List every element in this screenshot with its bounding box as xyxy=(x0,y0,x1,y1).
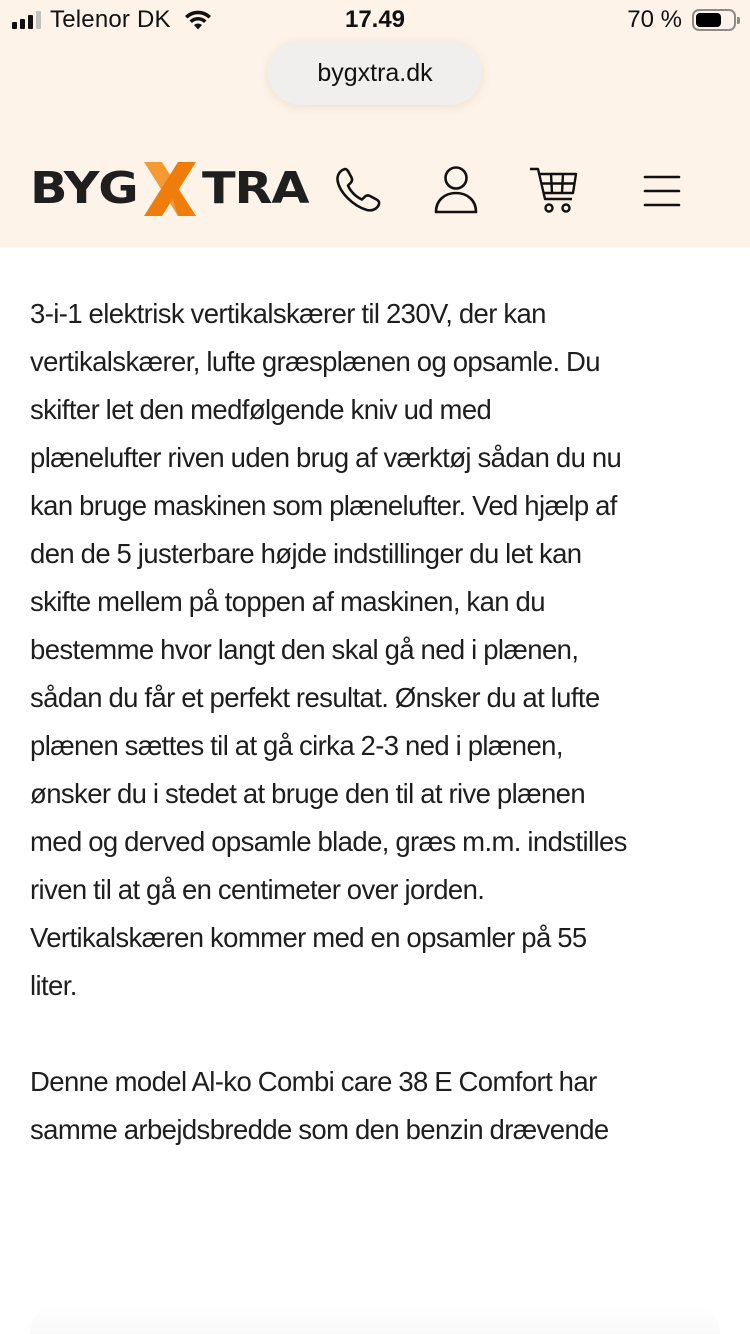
text-line: bestemme hvor langt den skal gå ned i plænen, xyxy=(30,634,579,665)
site-header xyxy=(0,150,750,230)
text-line: med og derved opsamle blade, græs m.m. indstilles xyxy=(30,826,627,857)
text-line: riven til at gå en centimeter over jorden. xyxy=(30,874,485,905)
bygxtra-logo[interactable] xyxy=(30,162,309,216)
menu-icon xyxy=(642,170,682,210)
text-line: ønsker du i stedet at bruge den til at rive plænen xyxy=(30,778,586,809)
text-line: sådan du får et perfekt resultat. Ønsker du at lufte xyxy=(30,682,600,713)
url-text: bygxtra.dk xyxy=(317,58,433,87)
text-line: plænelufter riven uden brug af værktøj sådan du nu xyxy=(30,442,622,473)
cart-button[interactable] xyxy=(528,164,580,216)
status-bar xyxy=(0,0,750,40)
top-chrome xyxy=(0,0,750,247)
phone-button[interactable] xyxy=(332,164,384,216)
text-line: skifter let den medfølgende kniv ud med xyxy=(30,394,492,425)
text-line: samme arbejdsbredde som den benzin drævende xyxy=(30,1114,609,1145)
description-paragraph-2 xyxy=(30,1058,730,1154)
phone-icon xyxy=(333,165,383,215)
text-line: den de 5 justerbare højde indstillinger du let kan xyxy=(30,538,582,569)
logo-text-left: BYG xyxy=(30,163,138,214)
user-icon xyxy=(432,165,480,215)
status-bar-right xyxy=(627,7,736,33)
text-line: Denne model Al-ko Combi care 38 E Comfort har xyxy=(30,1066,597,1097)
bottom-toolbar-shadow xyxy=(30,1304,720,1334)
carrier-name: Telenor DK xyxy=(50,6,171,33)
text-line: kan bruge maskinen som plænelufter. Ved hjælp af xyxy=(30,490,617,521)
text-line: vertikalskærer, lufte græsplænen og opsamle. Du xyxy=(30,346,600,377)
account-button[interactable] xyxy=(430,164,482,216)
battery-icon xyxy=(692,9,736,31)
logo-text-right: TRA xyxy=(202,163,309,214)
clock: 17.49 xyxy=(344,6,406,33)
battery-percent: 70 % xyxy=(627,6,682,33)
text-line: Vertikalskæren kommer med en opsamler på 55 xyxy=(30,922,587,953)
description-paragraph-1 xyxy=(30,290,730,1010)
logo-x-mark-icon xyxy=(140,162,200,216)
address-bar[interactable] xyxy=(268,41,482,105)
product-description xyxy=(30,290,730,1202)
text-line: plænen sættes til at gå cirka 2-3 ned i plænen, xyxy=(30,730,563,761)
text-line: 3-i-1 elektrisk vertikalskærer til 230V, der kan xyxy=(30,298,546,329)
menu-button[interactable] xyxy=(636,164,688,216)
text-line: skifte mellem på toppen af maskinen, kan du xyxy=(30,586,545,617)
text-line: liter. xyxy=(30,970,77,1001)
cart-icon xyxy=(528,165,580,215)
